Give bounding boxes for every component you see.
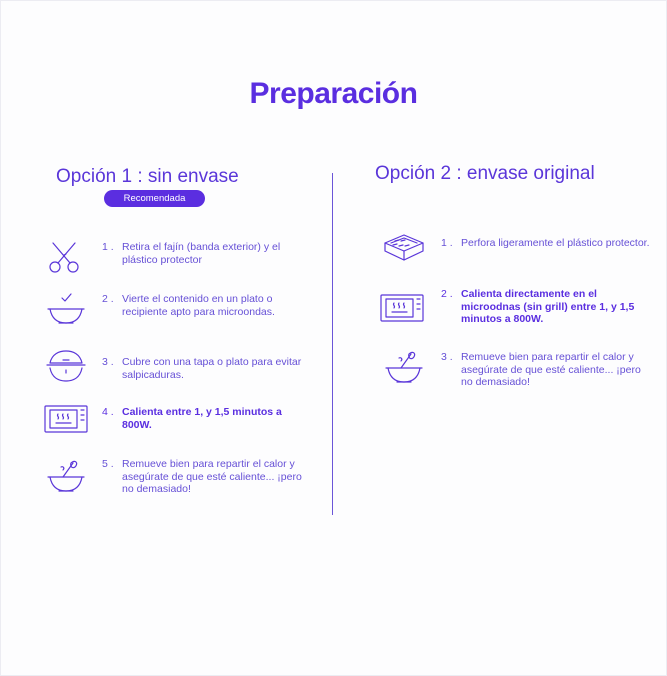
step-number: 1 . (102, 241, 114, 253)
step-text: Remueve bien para repartir el calor y asegúrate de que esté caliente... ¡pero no demasiado! (461, 351, 641, 388)
covered-bowl-icon (43, 346, 89, 386)
recommended-badge: Recomendada (104, 190, 205, 207)
microwave-icon (379, 288, 425, 328)
option1-step-4 (102, 406, 312, 431)
option2-step-2 (441, 288, 651, 326)
step-number: 1 . (441, 237, 453, 249)
step-text: Cubre con una tapa o plato para evitar salpicaduras. (122, 356, 302, 381)
step-text: Calienta directamente en el microodnas (sin grill) entre 1, y 1,5 minutos a 800W. (461, 288, 635, 325)
bowl-spoon-icon (43, 457, 89, 497)
step-text: Perfora ligeramente el plástico protector. (461, 237, 650, 249)
step-text: Calienta entre 1, y 1,5 minutos a 800W. (122, 406, 282, 431)
option2-title: Opción 2 : envase original (375, 163, 595, 184)
step-text: Remueve bien para repartir el calor y asegúrate de que esté caliente... ¡pero no demasiado! (122, 458, 302, 495)
option1-step-1 (102, 241, 312, 266)
option1-step-2 (102, 293, 312, 318)
step-number: 2 . (102, 293, 114, 305)
step-text: Retira el fajín (banda exterior) y el plástico protector (122, 241, 281, 266)
bowl-spoon-icon (381, 348, 427, 388)
bowl-check-icon (43, 290, 89, 330)
tray-icon (381, 229, 427, 269)
option2-step-1 (441, 237, 651, 250)
step-text: Vierte el contenido en un plato o recipiente apto para microondas. (122, 293, 275, 318)
page-title: Preparación (249, 77, 418, 110)
step-number: 3 . (102, 356, 114, 368)
step-number: 4 . (102, 406, 114, 418)
option2-step-3 (441, 351, 651, 389)
step-number: 2 . (441, 288, 453, 300)
microwave-icon (43, 399, 89, 439)
column-divider (332, 173, 333, 515)
option1-title: Opción 1 : sin envase (56, 166, 239, 187)
step-number: 5 . (102, 458, 114, 470)
option1-step-5 (102, 458, 312, 496)
step-number: 3 . (441, 351, 453, 363)
option1-step-3 (102, 356, 312, 381)
scissors-icon (43, 237, 89, 277)
